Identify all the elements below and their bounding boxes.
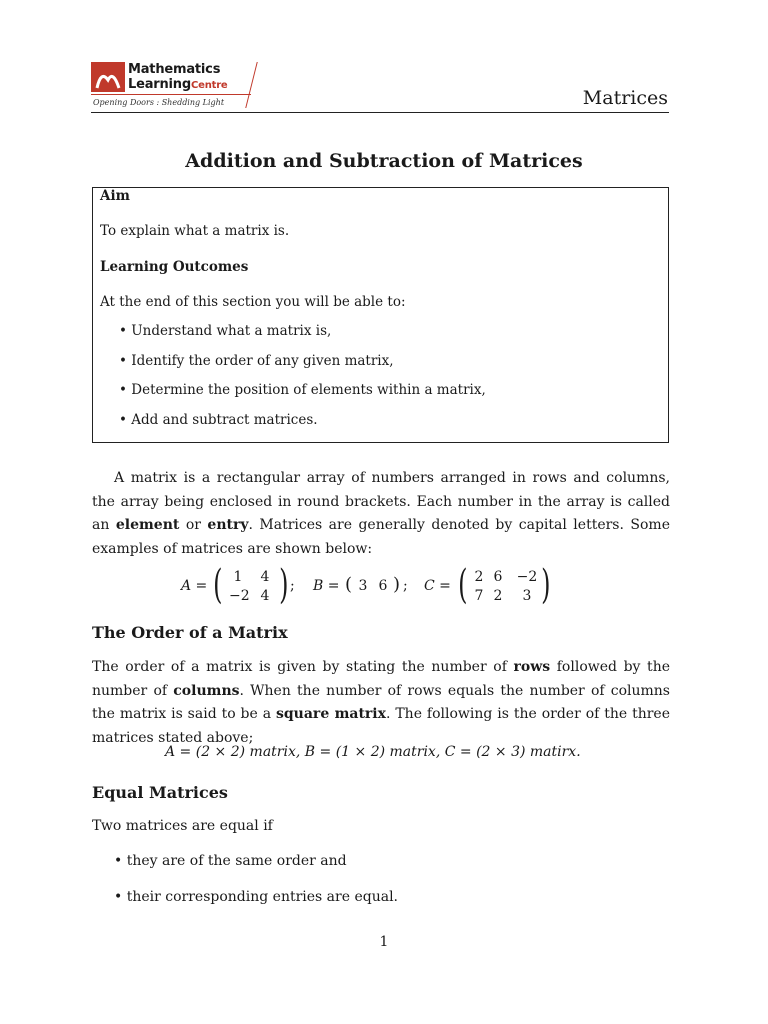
matrix-c-cell: −2 <box>516 569 538 585</box>
matrix-a-label: A = <box>181 578 208 594</box>
matrix-b-lparen: ( <box>345 574 353 595</box>
matrix-b-rparen: ) <box>393 574 401 595</box>
matrix-a-lparen: ( <box>213 562 223 608</box>
separator: ; <box>403 578 408 594</box>
outcome-item: • Understand what a matrix is, <box>119 323 332 339</box>
separator: ; <box>290 578 295 594</box>
matrix-c-lparen: ( <box>458 562 468 608</box>
matrix-a-cell: −2 <box>229 588 250 604</box>
page-title: Addition and Subtraction of Matrices <box>185 150 583 172</box>
logo-line2: LearningCentre <box>128 77 228 92</box>
logo-tagline: Opening Doors : Shedding Light <box>93 98 225 107</box>
aim-text: To explain what a matrix is. <box>100 223 290 239</box>
logo-divider <box>91 94 251 95</box>
header-topic: Matrices <box>582 87 668 109</box>
matrix-b-cell: 3 <box>358 578 368 594</box>
matrix-b-label: B = <box>313 578 340 594</box>
matrix-c-rparen: ) <box>541 562 551 608</box>
equal-heading: Equal Matrices <box>92 783 228 802</box>
matrix-c-cell: 6 <box>493 569 503 585</box>
order-paragraph: The order of a matrix is given by stating the number of rows followed by the number of columns. When the number of rows equals the number of columns the matrix is said to be a square matrix. The following is the order of the three matrices stated above; <box>92 659 670 746</box>
logo-line1: Mathematics <box>128 62 221 77</box>
aim-heading: Aim <box>100 188 130 204</box>
matrix-b-cell: 6 <box>378 578 388 594</box>
equal-bullet: • they are of the same order and <box>114 853 347 869</box>
matrix-a-cell: 1 <box>233 569 243 585</box>
matrix-c-label: C = <box>424 578 451 594</box>
order-heading: The Order of a Matrix <box>92 623 288 642</box>
outcomes-intro: At the end of this section you will be able to: <box>100 294 406 310</box>
logo-arc-icon <box>95 68 121 90</box>
matrix-c-cell: 3 <box>522 588 532 604</box>
matrix-a-rparen: ) <box>279 562 289 608</box>
matrix-c-cell: 2 <box>474 569 484 585</box>
equal-intro: Two matrices are equal if <box>92 818 273 834</box>
mlc-logo <box>91 62 257 112</box>
outcomes-heading: Learning Outcomes <box>100 259 249 275</box>
matrix-c-cell: 7 <box>474 588 484 604</box>
outcome-item: • Identify the order of any given matrix, <box>119 353 394 369</box>
outcome-item: • Add and subtract matrices. <box>119 412 318 428</box>
logo-slant <box>233 62 257 108</box>
header-rule <box>91 112 669 113</box>
matrix-a-cell: 4 <box>260 569 270 585</box>
page-number: 1 <box>379 934 389 950</box>
aim-box <box>92 187 669 443</box>
matrix-orders: A = (2 × 2) matrix, B = (1 × 2) matrix, C = (2 × 3) matirx. <box>165 744 581 760</box>
equal-bullet: • their corresponding entries are equal. <box>114 889 398 905</box>
matrix-c-cell: 2 <box>493 588 503 604</box>
outcome-item: • Determine the position of elements within a matrix, <box>119 382 486 398</box>
matrix-a-cell: 4 <box>260 588 270 604</box>
intro-paragraph: A matrix is a rectangular array of numbers arranged in rows and columns, the array being enclosed in round brackets. Each number in the array is called an element or entry. Matrices are generally denoted by capital letters. Some examples of matrices are shown below: <box>92 470 670 557</box>
